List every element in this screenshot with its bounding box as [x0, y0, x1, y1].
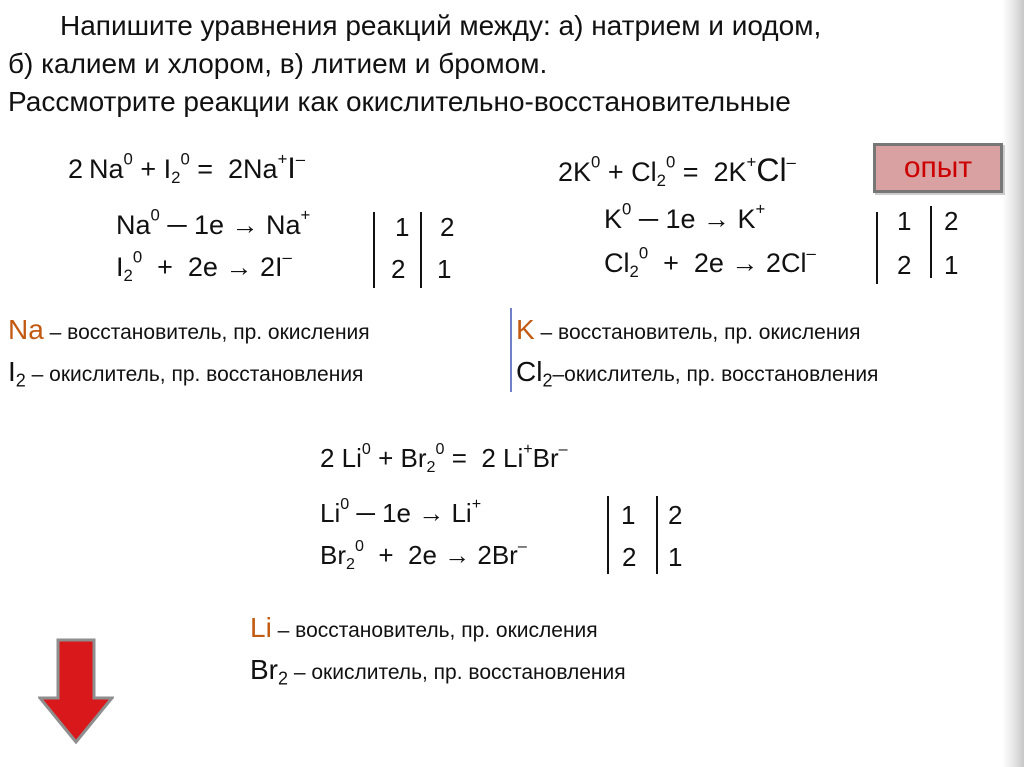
- coef-li-1: 1: [621, 500, 636, 530]
- page-edge-shadow: [1002, 0, 1024, 767]
- element-i2: I: [8, 356, 16, 387]
- coef-k-1: 1: [897, 206, 912, 236]
- role-na-text: – восстановитель, пр. окисления: [43, 321, 370, 344]
- half-reaction-br2: $Br_2^0 + 2e \to 2Br^-$: [320, 537, 527, 573]
- coef-i-2: 1: [437, 254, 452, 284]
- coef-cl-1: 2: [897, 250, 912, 280]
- role-i2-text: – окислитель, пр. восстановления: [25, 363, 364, 386]
- coef-cl-2: 1: [944, 250, 959, 280]
- coef-na-1: 1: [395, 212, 410, 242]
- equation-k-cl2: $2K^0 + Cl_2^0 = 2K^+Cl^-$: [558, 152, 796, 191]
- opyt-button[interactable]: [873, 143, 1003, 193]
- half-reaction-i2: $I_2^0 + 2e \to 2I^-$: [116, 247, 292, 286]
- element-li: Li: [250, 612, 272, 643]
- divider-line: [656, 496, 658, 574]
- divider-line: [420, 212, 422, 288]
- role-na: [8, 314, 370, 346]
- divider-line: [930, 206, 932, 278]
- task-line-1: Напишите уравнения реакций между: а) натрием и иодом,: [60, 10, 822, 41]
- element-br2-sub: 2: [278, 668, 289, 689]
- role-cl2-text: –окислитель, пр. восстановления: [552, 363, 879, 386]
- coef-li-2: 2: [668, 500, 683, 530]
- role-k: [516, 314, 861, 346]
- role-i2: [8, 356, 364, 391]
- role-br2: [250, 654, 626, 689]
- role-cl2: [516, 356, 879, 391]
- divider-line: [607, 496, 609, 574]
- divider-line: [373, 212, 375, 288]
- arrow-down-icon[interactable]: [38, 638, 114, 744]
- coef-k-2: 2: [944, 206, 959, 236]
- coef-na-2: 2: [440, 212, 455, 242]
- half-reaction-cl2: $Cl_2^0 + 2e \to 2Cl^-$: [604, 243, 816, 282]
- equation-li-br2: 2 $Li^0 + Br_2^0 = 2$ Li+Br–: [320, 440, 568, 476]
- element-cl2: Cl: [516, 356, 543, 387]
- element-cl2-sub: 2: [542, 370, 553, 391]
- role-br2-text: – окислитель, пр. восстановления: [288, 661, 626, 684]
- element-k: K: [516, 314, 535, 345]
- coef-br-1: 2: [622, 542, 637, 572]
- task-line-3: Рассмотрите реакции как окислительно-восстановительные: [8, 86, 791, 117]
- half-reaction-na: Na$^0$ ─ 1e → Na+: [116, 205, 311, 240]
- role-li: [250, 612, 598, 644]
- half-reaction-li: Li$^0$ ─ 1e → Li+: [320, 495, 482, 528]
- divider-line: [876, 212, 878, 284]
- task-line-2: б) калием и хлором, в) литием и бромом.: [8, 48, 548, 79]
- element-br2: Br: [250, 654, 278, 685]
- coef-br-2: 1: [668, 542, 683, 572]
- opyt-button-label: опыт: [903, 151, 973, 184]
- role-li-text: – восстановитель, пр. окисления: [271, 619, 598, 642]
- coef-i-1: 2: [391, 254, 406, 284]
- half-reaction-k: $K^0$ ─ 1e → K+: [604, 199, 766, 234]
- divider-line: [510, 308, 512, 392]
- element-na: Na: [8, 314, 44, 345]
- role-k-text: – восстановитель, пр. окисления: [534, 321, 861, 344]
- equation-na-i2: 2 $Na^0 + I_2^0 = 2Na^+I^-$: [68, 149, 306, 188]
- element-i2-sub: 2: [15, 370, 26, 391]
